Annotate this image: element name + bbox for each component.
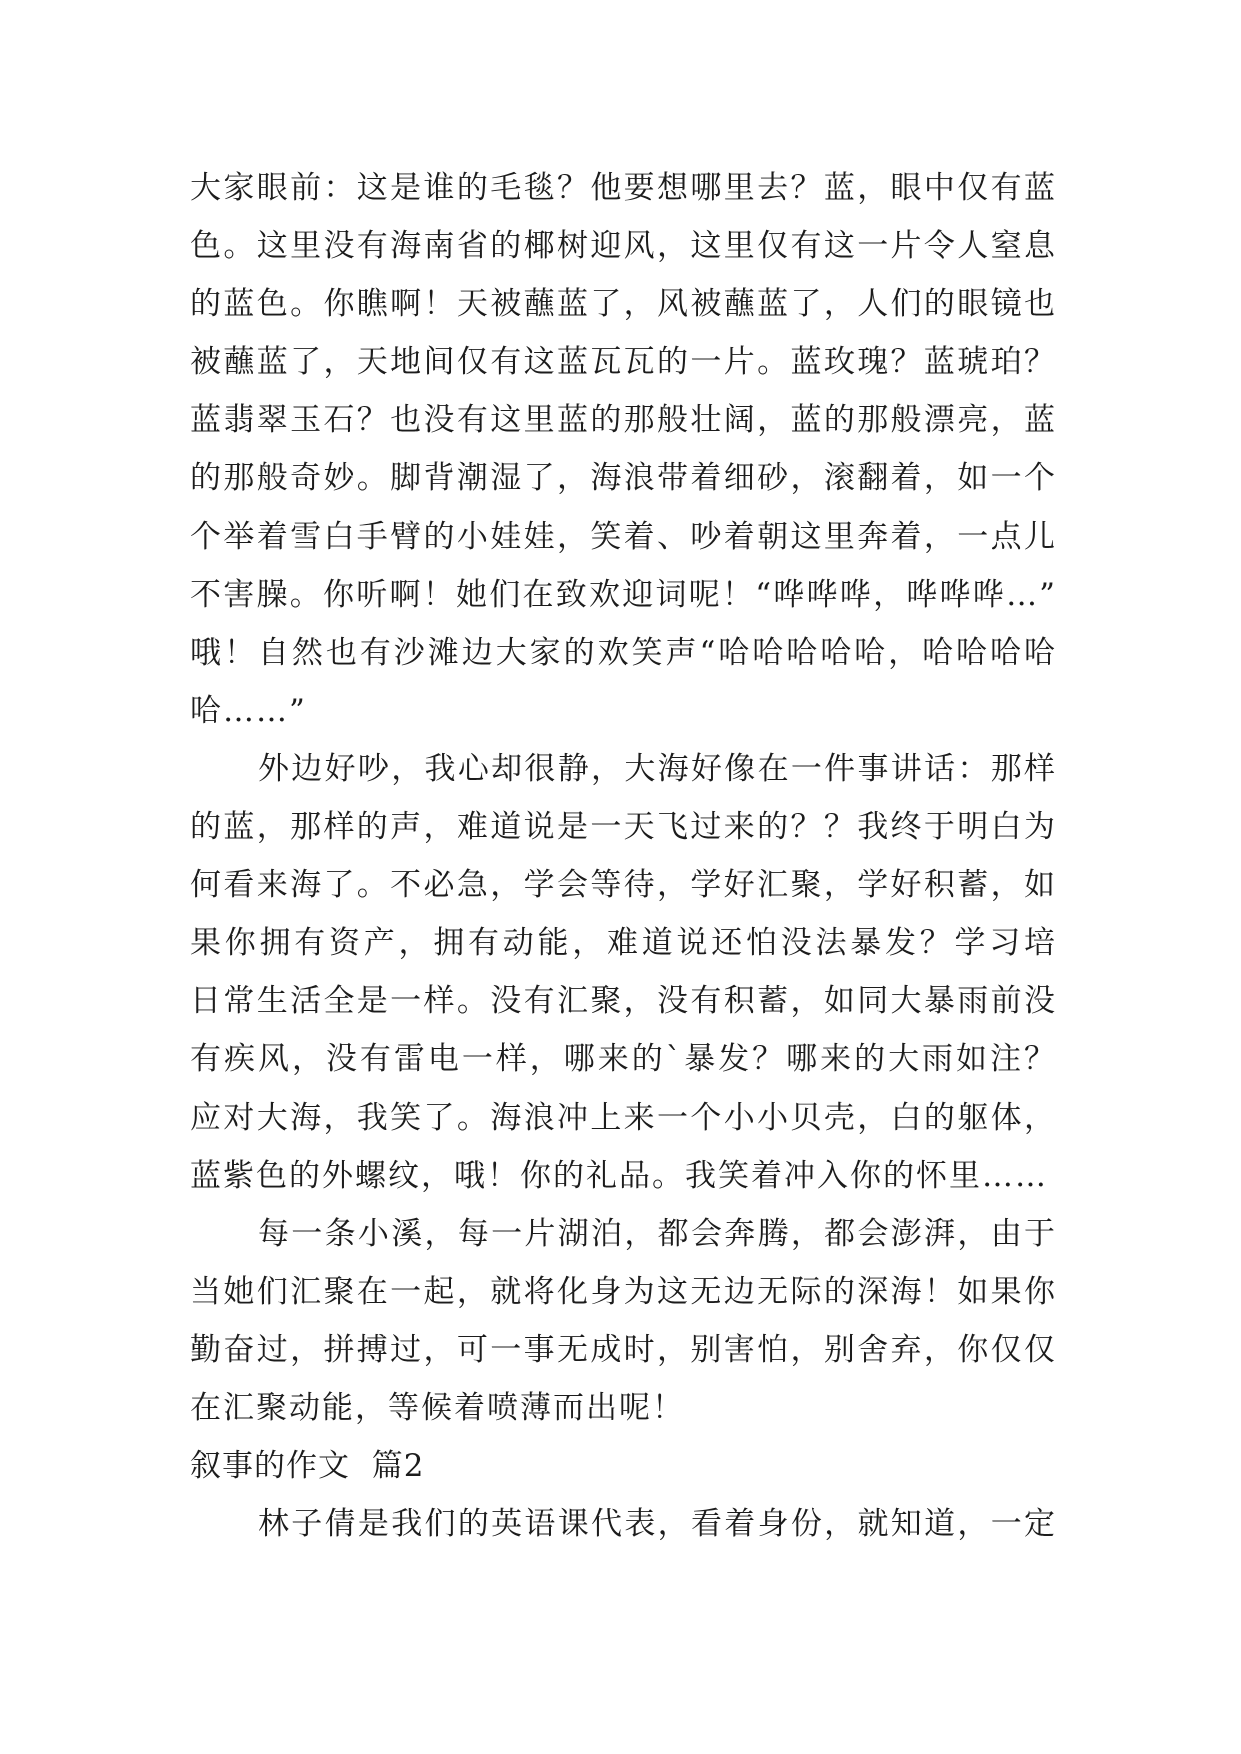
text-line: 日常生活全是一样。没有汇聚，没有积蓄，如同大暴雨前没 bbox=[190, 983, 1057, 1020]
document-body bbox=[190, 159, 1057, 1553]
text-line: 林子倩是我们的英语课代表，看着身份，就知道，一定 bbox=[258, 1506, 1057, 1543]
text-line: 的那般奇妙。脚背潮湿了，海浪带着细砂，滚翻着，如一个 bbox=[190, 460, 1057, 497]
text-line: 蓝翡翠玉石？也没有这里蓝的那般壮阔，蓝的那般漂亮，蓝 bbox=[190, 402, 1057, 439]
text-line: 的蓝，那样的声，难道说是一天飞过来的？？我终于明白为 bbox=[190, 809, 1057, 846]
text-line: 被蘸蓝了，天地间仅有这蓝瓦瓦的一片。蓝玫瑰？蓝琥珀？ bbox=[190, 344, 1057, 381]
text-line: 在汇聚动能，等候着喷薄而出呢！ bbox=[190, 1389, 685, 1426]
text-line: 当她们汇聚在一起，就将化身为这无边无际的深海！如果你 bbox=[190, 1273, 1057, 1310]
text-line: 果你拥有资产，拥有动能，难道说还怕没法暴发？学习培 bbox=[190, 925, 1057, 962]
paragraph bbox=[190, 1205, 1057, 1437]
text-line: 个举着雪白手臂的小娃娃，笑着、吵着朝这里奔着，一点儿 bbox=[190, 518, 1057, 555]
paragraph bbox=[190, 740, 1057, 1205]
text-line: 勤奋过，拼搏过，可一事无成时，别害怕，别舍弃，你仅仅 bbox=[190, 1331, 1057, 1368]
text-line: 何看来海了。不必急，学会等待，学好汇聚，学好积蓄，如 bbox=[190, 867, 1057, 904]
text-line: 外边好吵，我心却很静，大海好像在一件事讲话：那样 bbox=[258, 750, 1057, 787]
text-line: 色。这里没有海南省的椰树迎风，这里仅有这一片令人窒息 bbox=[190, 228, 1057, 265]
text-line: 不害臊。你听啊！她们在致欢迎词呢！“哗哗哗，哗哗哗…” bbox=[190, 576, 1057, 613]
text-line: 蓝紫色的外螺纹，哦！你的礼品。我笑着冲入你的怀里…… bbox=[190, 1157, 1048, 1194]
text-line: 哦！自然也有沙滩边大家的欢笑声“哈哈哈哈哈，哈哈哈哈 bbox=[190, 634, 1057, 671]
text-line: 有疾风，没有雷电一样，哪来的`暴发？哪来的大雨如注？ bbox=[190, 1041, 1057, 1078]
section-heading: 叙事的作文 篇2 bbox=[190, 1448, 425, 1485]
paragraph bbox=[190, 1495, 1057, 1553]
text-line: 应对大海，我笑了。海浪冲上来一个小小贝壳，白的躯体， bbox=[190, 1099, 1057, 1136]
text-line: 的蓝色。你瞧啊！天被蘸蓝了，风被蘸蓝了，人们的眼镜也 bbox=[190, 286, 1057, 323]
text-line: 大家眼前：这是谁的毛毯？他要想哪里去？蓝，眼中仅有蓝 bbox=[190, 170, 1057, 206]
paragraph bbox=[190, 159, 1057, 740]
text-line: 每一条小溪，每一片湖泊，都会奔腾，都会澎湃，由于 bbox=[258, 1215, 1057, 1252]
text-line: 哈……” bbox=[190, 692, 307, 729]
